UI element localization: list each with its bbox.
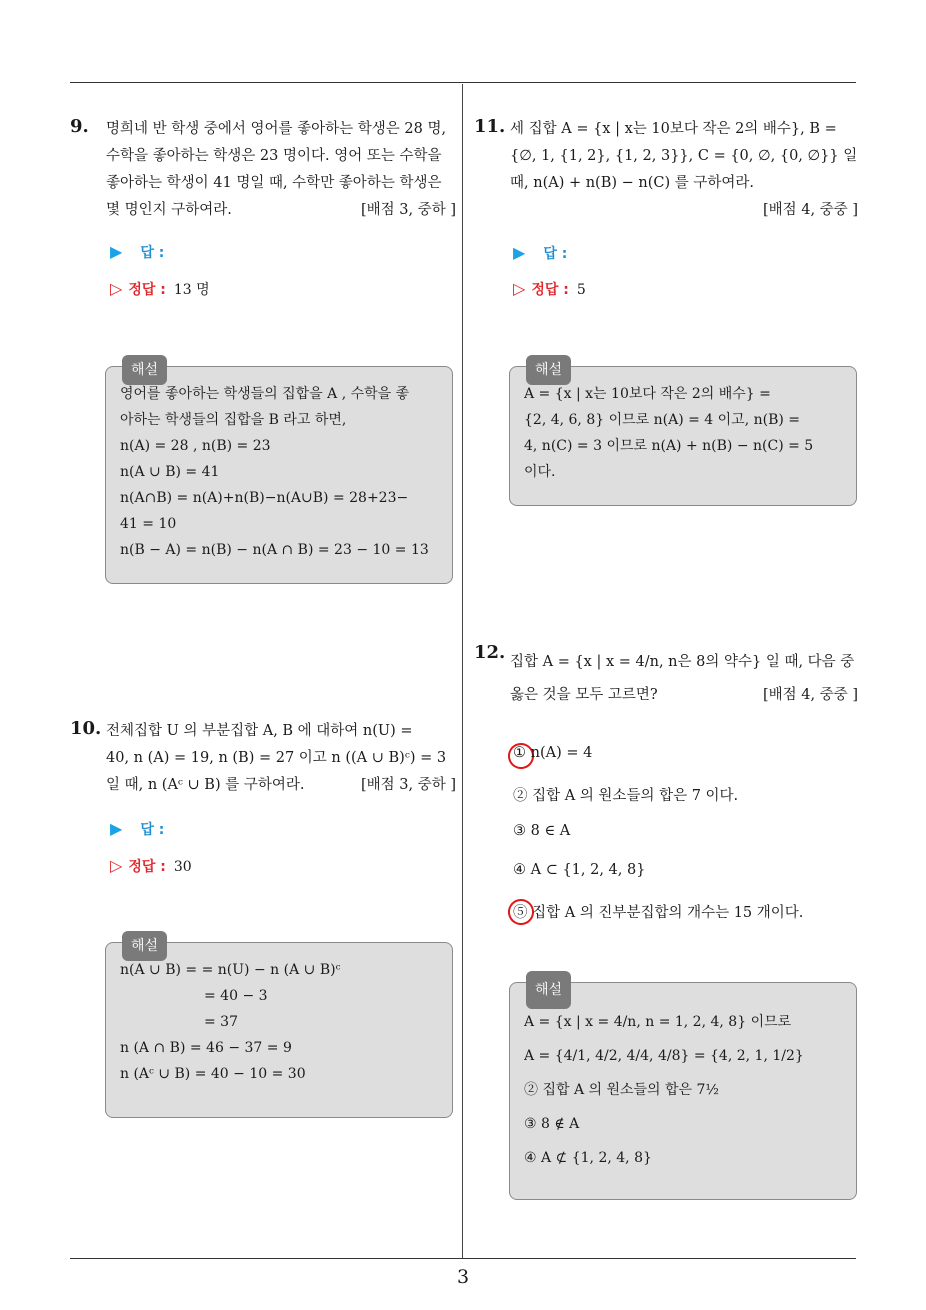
solution-tag: 해설 xyxy=(526,971,571,1009)
outline-triangle-icon: ▷ xyxy=(110,856,123,875)
option-1[interactable]: ① n(A) = 4 xyxy=(513,745,593,761)
bottom-rule xyxy=(70,1258,856,1259)
play-icon: ▶ xyxy=(110,242,123,261)
problem-number: 12. xyxy=(474,642,506,663)
column-divider xyxy=(462,84,463,1258)
problem-text: 명희네 반 학생 중에서 영어를 좋아하는 학생은 28 명, 수학을 좋아하는 학생은 23 명이다. 영어 또는 수학을 좋아하는 학생이 41 명일 때, 수학만 좋아하는 학생은 몇 명인지 구하여라. [배점 3, 중하 ] xyxy=(106,116,456,224)
outline-triangle-icon: ▷ xyxy=(110,279,123,298)
option-2[interactable]: ② 집합 A 의 원소들의 합은 7 이다. xyxy=(513,788,739,804)
problem-text: 전체집합 U 의 부분집합 A, B 에 대하여 n(U) = 40, n (A) = 19, n (B) = 27 이고 n ((A ∪ B)ᶜ) = 3 일 때, n (Aᶜ ∪ B) 를 구하여라. [배점 3, 중하 ] xyxy=(106,718,456,799)
problem-text: 집합 A = {x | x = 4/n, n은 8의 약수} 일 때, 다음 중 옳은 것을 모두 고르면? [배점 4, 중중 ] xyxy=(510,642,858,710)
problem-12 xyxy=(474,642,858,710)
problem-meta: [배점 4, 중중 ] xyxy=(762,687,858,703)
problem-meta: [배점 4, 중중 ] xyxy=(762,202,858,218)
problem-meta: [배점 3, 중하 ] xyxy=(360,777,456,793)
answer-label: ▶ 답 : xyxy=(110,819,165,838)
option-3[interactable]: ③ 8 ∈ A xyxy=(513,823,571,839)
problem-number: 11. xyxy=(474,116,506,137)
solution-tag: 해설 xyxy=(122,355,167,385)
correct-answer: ▷ 정답 : 30 xyxy=(110,856,192,875)
problem-10 xyxy=(70,718,456,799)
problem-number: 10. xyxy=(70,718,102,739)
outline-triangle-icon: ▷ xyxy=(513,279,526,298)
problem-meta: [배점 3, 중하 ] xyxy=(360,202,456,218)
top-rule xyxy=(70,82,856,83)
correct-answer: ▷ 정답 : 5 xyxy=(513,279,586,298)
correct-answer: ▷ 정답 : 13 명 xyxy=(110,279,210,298)
problem-text: 세 집합 A = {x | x는 10보다 작은 2의 배수}, B = {∅, 1, {1, 2}, {1, 2, 3}}, C = {0, ∅, {0, ∅}} 일 때, n(A) + n(B) − n(C) 를 구하여라. [배점 4, 중중 ] xyxy=(510,116,858,224)
answer-label: ▶ 답 : xyxy=(513,243,568,262)
problem-11 xyxy=(474,116,858,224)
play-icon: ▶ xyxy=(513,243,526,262)
problem-9 xyxy=(70,116,456,224)
problem-number: 9. xyxy=(70,116,89,137)
solution-tag: 해설 xyxy=(122,931,167,961)
page-number: 3 xyxy=(456,1266,470,1288)
answer-label: ▶ 답 : xyxy=(110,242,165,261)
option-5[interactable]: ⑤ 집합 A 의 진부분집합의 개수는 15 개이다. xyxy=(513,905,804,921)
solution-box: 해설 A = {x | x는 10보다 작은 2의 배수} = {2, 4, 6, 8} 이므로 n(A) = 4 이고, n(B) = 4, n(C) = 3 이므로 n(A) + n(B) − n(C) = 5 이다. xyxy=(509,366,857,506)
option-4[interactable]: ④ A ⊂ {1, 2, 4, 8} xyxy=(513,862,646,878)
solution-tag: 해설 xyxy=(526,355,571,385)
solution-box: 해설 A = {x | x = 4/n, n = 1, 2, 4, 8} 이므로 A = {4/1, 4/2, 4/4, 4/8} = {4, 2, 1, 1/2} ② 집합 A 의 원소들의 합은 7½ ③ 8 ∉ A ④ A ⊄ {1, 2, 4, 8} xyxy=(509,982,857,1200)
solution-box: 해설 n(A ∪ B) = = n(U) − n (A ∪ B)ᶜ = 40 − 3 = 37 n (A ∩ B) = 46 − 37 = 9 n (Aᶜ ∪ B) = 40 − 10 = 30 xyxy=(105,942,453,1118)
play-icon: ▶ xyxy=(110,819,123,838)
solution-box: 해설 영어를 좋아하는 학생들의 집합을 A , 수학을 좋 아하는 학생들의 집합을 B 라고 하면, n(A) = 28 , n(B) = 23 n(A ∪ B) = 41 n(A∩B) = n(A)+n(B)−n(A∪B) = 28+23− 41 = 10 n(B − A) = n(B) − n(A ∩ B) = 23 − 10 = 13 xyxy=(105,366,453,584)
